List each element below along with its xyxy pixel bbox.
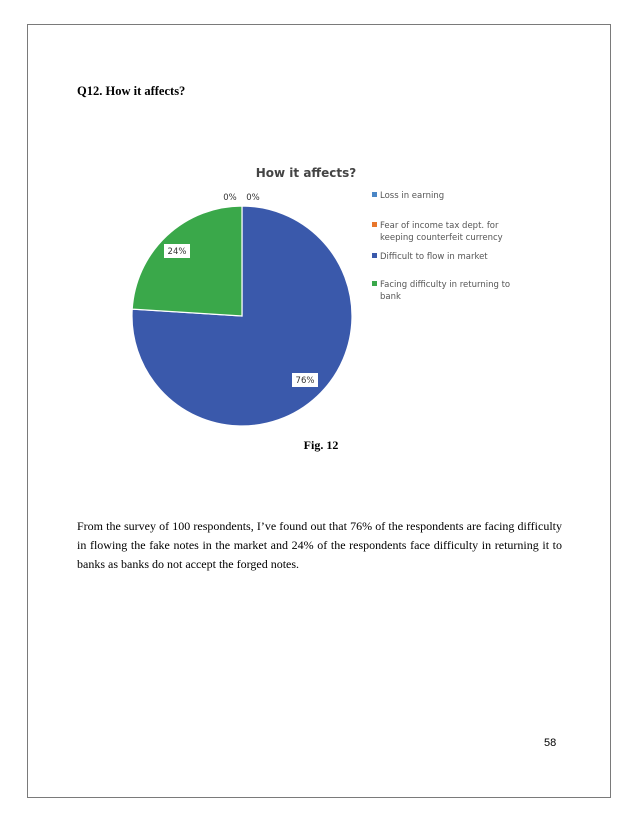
- data-label-loss: 0%: [223, 193, 237, 203]
- figure-caption: [0, 438, 638, 453]
- question-heading: Q12. How it affects?: [77, 84, 186, 98]
- legend-label-facing-line2: bank: [380, 292, 401, 302]
- legend-swatch-fear: [372, 222, 377, 227]
- data-label-facing: 24%: [167, 247, 187, 257]
- legend-label-fear: Fear of income tax dept. for: [380, 221, 499, 231]
- chart-title: How it affects?: [255, 166, 357, 180]
- legend-label-loss: Loss in earning: [380, 191, 445, 201]
- legend-swatch-loss: [372, 192, 377, 197]
- legend-swatch-facing: [372, 281, 377, 286]
- data-label-fear: 0%: [246, 193, 260, 203]
- pie-slice-facing: [132, 206, 242, 316]
- body-paragraph: From the survey of 100 respondents, I’ve found out that 76% of the respondents are facing difficulty in flowing the fake notes in the market and 24% of the respondents face difficulty in returning it to banks as banks do not accept the forged notes.: [77, 519, 562, 571]
- legend-swatch-difficult: [372, 253, 377, 258]
- legend-label-difficult: Difficult to flow in market: [380, 252, 488, 262]
- figure-caption-text: Fig. 12: [303, 438, 339, 452]
- page-number: 58: [544, 737, 557, 749]
- legend-label-facing: Facing difficulty in returning to: [380, 280, 511, 290]
- data-label-difficult: 76%: [295, 376, 315, 386]
- legend-label-fear-line2: keeping counterfeit currency: [380, 233, 503, 243]
